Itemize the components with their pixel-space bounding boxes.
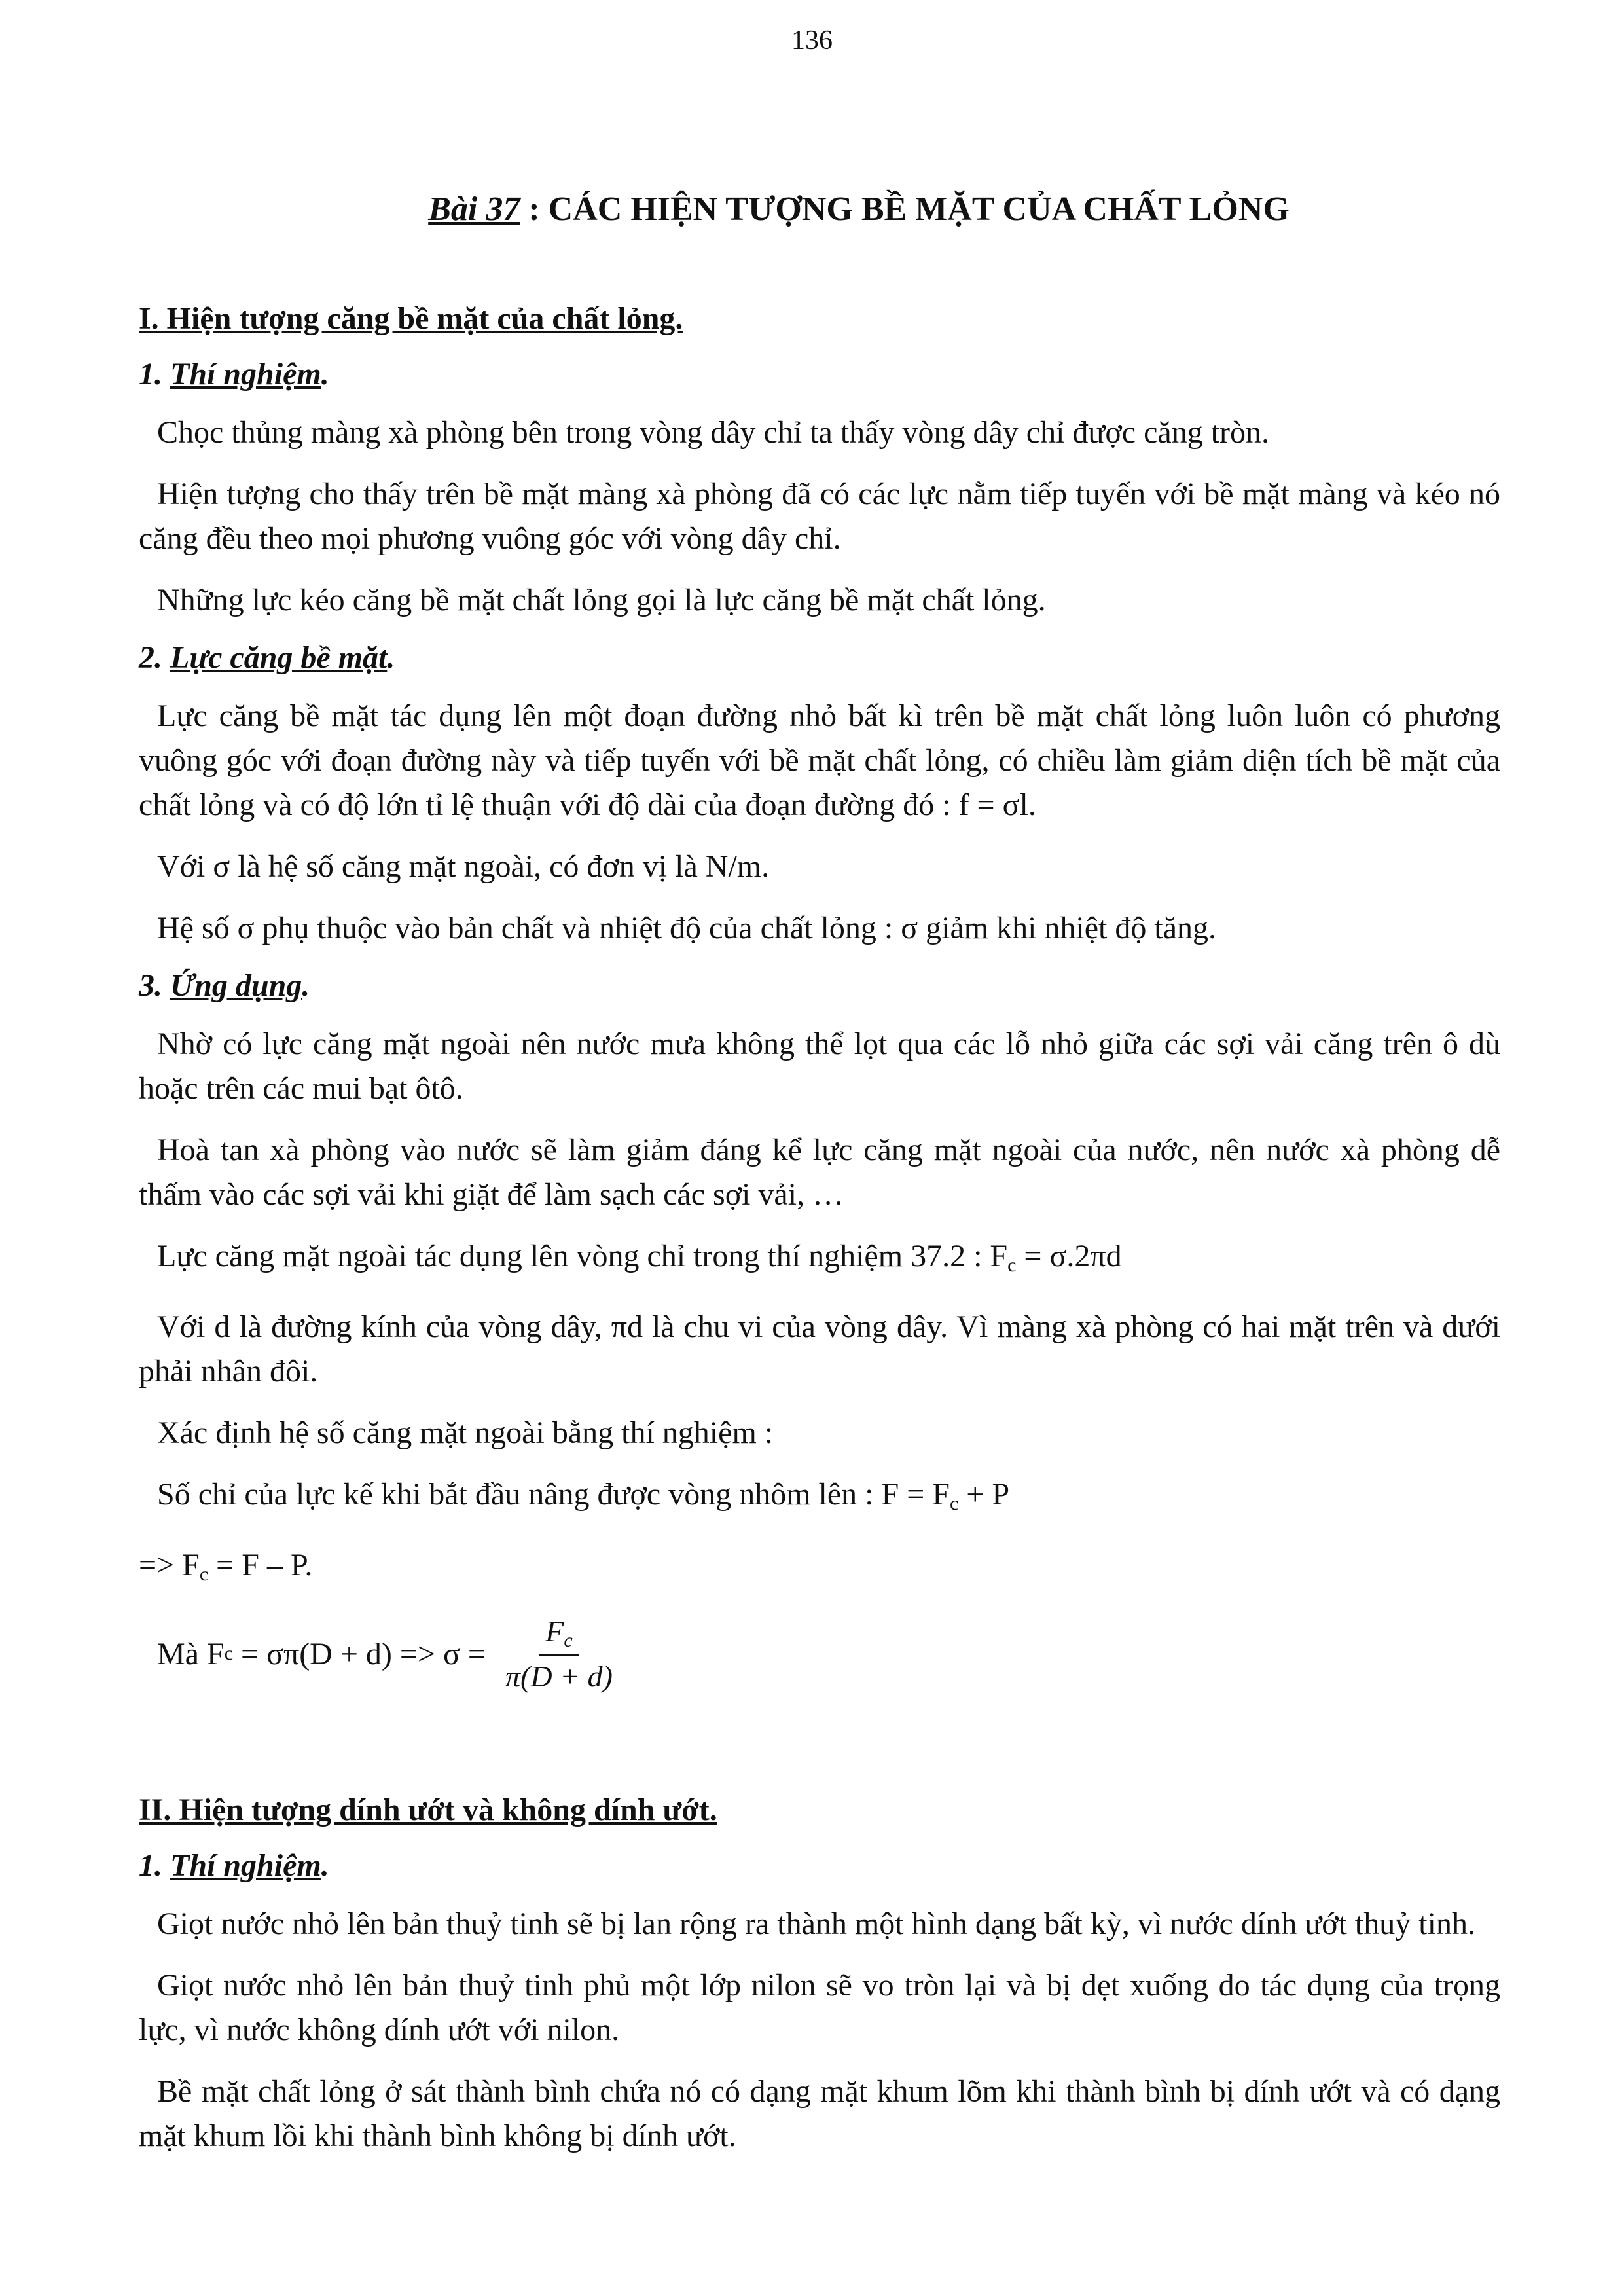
sub-number: 1. xyxy=(139,357,170,392)
section-1-sub-1-heading xyxy=(139,356,1500,392)
formula-text: + P xyxy=(958,1477,1010,1512)
section-2-heading: II. Hiện tượng dính ướt và không dính ướt. xyxy=(139,1793,717,1827)
formula-line xyxy=(139,1543,1500,1597)
paragraph: Hoà tan xà phòng vào nước sẽ làm giảm đáng kể lực căng mặt ngoài của nước, nên nước xà phòng dễ thấm vào các sợi vải khi giặt để làm sạch các sợi vải, … xyxy=(139,1133,1500,1212)
sub-dot: . xyxy=(321,1848,329,1883)
sub-title: Thí nghiệm xyxy=(170,357,321,392)
sub-number: 1. xyxy=(139,1848,170,1883)
paragraph: Giọt nước nhỏ lên bản thuỷ tinh sẽ bị lan rộng ra thành một hình dạng bất kỳ, vì nước dính ướt thuỷ tinh. xyxy=(157,1906,1475,1941)
sub-title: Lực căng bề mặt xyxy=(170,640,388,675)
paragraph: Lực căng bề mặt tác dụng lên một đoạn đường nhỏ bất kì trên bề mặt chất lỏng luôn luôn có phương vuông góc với đoạn đường này và tiếp tuyến với bề mặt chất lỏng, có chiều làm giảm diện tích bề mặt của chất lỏng và có độ lớn tỉ lệ thuận với độ dài của đoạn đường đó : f = σl. xyxy=(139,699,1500,822)
sigma-formula xyxy=(157,1614,1500,1694)
paragraph: Xác định hệ số căng mặt ngoài bằng thí nghiệm : xyxy=(157,1415,774,1450)
fraction xyxy=(505,1614,613,1694)
formula-subscript: c xyxy=(224,1643,234,1664)
formula-subscript: c xyxy=(949,1493,959,1514)
fraction-numerator xyxy=(539,1614,579,1656)
paragraph: Hệ số σ phụ thuộc vào bản chất và nhiệt độ của chất lỏng : σ giảm khi nhiệt độ tăng. xyxy=(157,911,1217,945)
page-number: 136 xyxy=(791,26,833,56)
formula-text: = σπ(D + d) => σ = xyxy=(233,1636,494,1671)
formula-subscript: c xyxy=(199,1563,209,1585)
formula-text: => F xyxy=(139,1548,200,1582)
section-1-sub-2-heading xyxy=(139,640,1500,676)
document-body xyxy=(139,190,1500,2176)
sub-title: Ứng dụng xyxy=(170,968,302,1003)
sub-title: Thí nghiệm xyxy=(170,1848,321,1883)
section-2-sub-1-heading xyxy=(139,1848,1500,1884)
paragraph: Bề mặt chất lỏng ở sát thành bình chứa nó có dạng mặt khum lõm khi thành bình bị dính ướt và có dạng mặt khum lồi khi thành bình không bị dính ướt. xyxy=(139,2074,1500,2153)
formula-text: Lực căng mặt ngoài tác dụng lên vòng chỉ trong thí nghiệm 37.2 : F xyxy=(157,1239,1008,1273)
paragraph: Với σ là hệ số căng mặt ngoài, có đơn vị là N/m. xyxy=(157,849,770,884)
paragraph: Giọt nước nhỏ lên bản thuỷ tinh phủ một lớp nilon sẽ vo tròn lại và bị dẹt xuống do tác dụng của trọng lực, vì nước không dính ướt với nilon. xyxy=(139,1968,1500,2047)
paragraph: Nhờ có lực căng mặt ngoài nên nước mưa không thể lọt qua các lỗ nhỏ giữa các sợi vải căng trên ô dù hoặc trên các mui bạt ôtô. xyxy=(139,1027,1500,1106)
numerator-main: F xyxy=(545,1614,564,1648)
section-1-sub-3-heading xyxy=(139,968,1500,1004)
fraction-denominator: π(D + d) xyxy=(505,1660,613,1693)
formula-line xyxy=(139,1472,1500,1526)
paragraph: Với d là đường kính của vòng dây, πd là chu vi của vòng dây. Vì màng xà phòng có hai mặt trên và dưới phải nhân đôi. xyxy=(139,1309,1500,1389)
section-1-heading: I. Hiện tượng căng bề mặt của chất lỏng. xyxy=(139,301,683,336)
formula-text: Số chỉ của lực kế khi bắt đầu nâng được vòng nhôm lên : F = F xyxy=(157,1477,950,1512)
formula-subscript: c xyxy=(1007,1254,1017,1276)
sub-number: 2. xyxy=(139,640,170,675)
formula-line xyxy=(139,1234,1500,1288)
formula-text: = F – P. xyxy=(208,1548,313,1582)
lesson-number: Bài 37 xyxy=(428,191,520,228)
sub-dot: . xyxy=(387,640,395,675)
formula-text: Mà F xyxy=(157,1636,225,1671)
paragraph: Chọc thủng màng xà phòng bên trong vòng dây chỉ ta thấy vòng dây chỉ được căng tròn. xyxy=(157,415,1270,450)
lesson-title: : CÁC HIỆN TƯỢNG BỀ MẶT CỦA CHẤT LỎNG xyxy=(520,191,1290,228)
numerator-subscript: c xyxy=(564,1630,573,1651)
sub-dot: . xyxy=(321,357,329,392)
sub-dot: . xyxy=(302,968,310,1003)
paragraph: Hiện tượng cho thấy trên bề mặt màng xà phòng đã có các lực nằm tiếp tuyến với bề mặt màng và kéo nó căng đều theo mọi phương vuông góc với vòng dây chỉ. xyxy=(139,477,1500,556)
page-title xyxy=(139,190,1500,228)
paragraph: Những lực kéo căng bề mặt chất lỏng gọi là lực căng bề mặt chất lỏng. xyxy=(157,583,1046,617)
formula-text: = σ.2πd xyxy=(1016,1239,1122,1273)
sub-number: 3. xyxy=(139,968,170,1003)
